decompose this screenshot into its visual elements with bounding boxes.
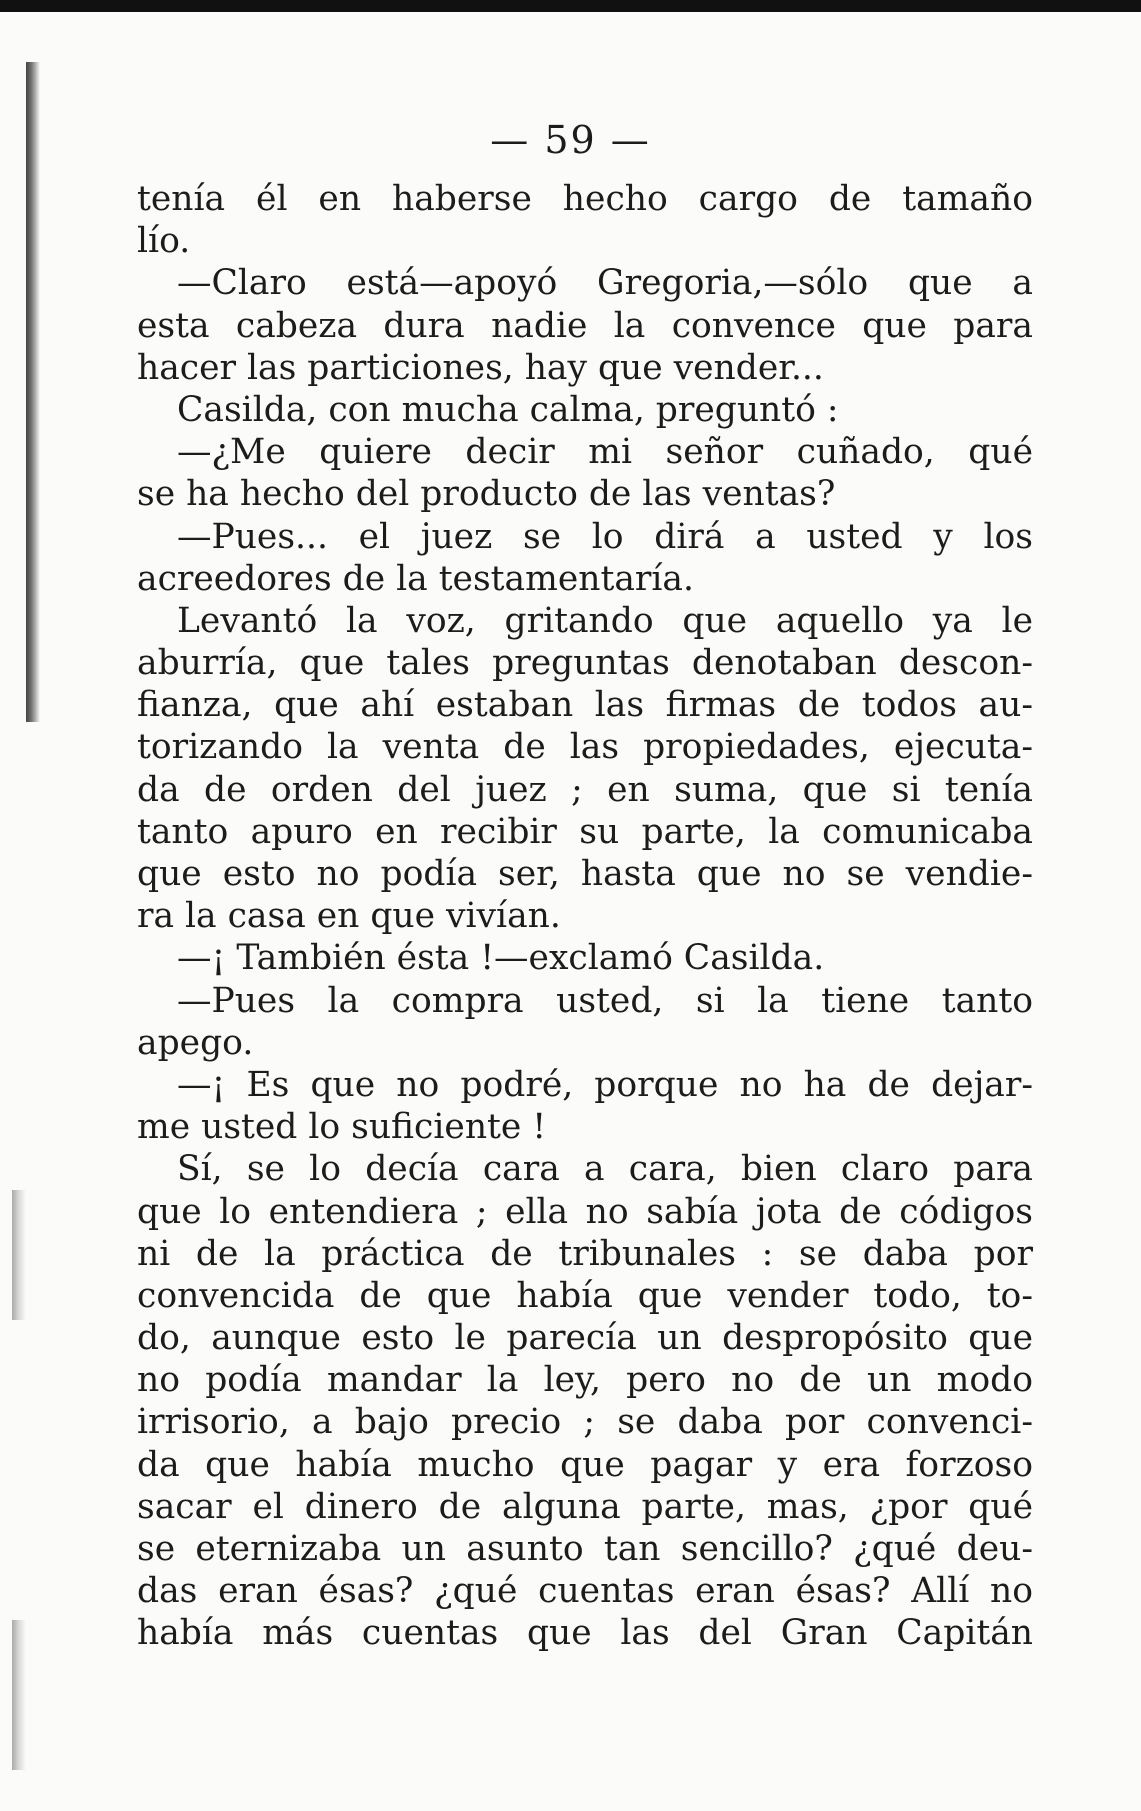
text-line: do, aunque esto le parecía un despropósito que (137, 1318, 1033, 1359)
text-line: —Pues la compra usted, si la tiene tanto (177, 980, 1033, 1021)
text-line: —Pues... el juez se lo dirá a usted y los (177, 516, 1033, 557)
text-line: tenía él en haberse hecho cargo de tamaño (137, 179, 1033, 219)
text-line: tanto apuro en recibir su parte, la comunicaba (137, 811, 1033, 852)
text-line: ra la casa en que vivían. (137, 896, 561, 937)
binding-speck (12, 1620, 26, 1770)
text-line: fianza, que ahí estaban las firmas de todos au- (137, 685, 1033, 726)
text-line: —¡ También ésta !—exclamó Casilda. (177, 938, 825, 979)
top-scan-border (0, 0, 1141, 12)
text-line: que esto no podía ser, hasta que no se vendie- (137, 854, 1033, 894)
text-line: ni de la práctica de tribunales : se daba por (137, 1233, 1033, 1274)
text-line: se eternizaba un asunto tan sencillo? ¿qué deu- (137, 1529, 1033, 1569)
text-line: da de orden del juez ; en suma, que si tenía (137, 769, 1033, 810)
text-line: esta cabeza dura nadie la convence que para (137, 305, 1033, 346)
text-line: —¿Me quiere decir mi señor cuñado, qué (177, 432, 1033, 473)
text-line: das eran ésas? ¿qué cuentas eran ésas? Allí no (137, 1571, 1033, 1612)
text-line: apego. (137, 1022, 254, 1063)
text-line: aburría, que tales preguntas denotaban descon- (137, 643, 1033, 684)
text-line: lío. (137, 221, 191, 262)
text-line: no podía mandar la ley, pero no de un modo (137, 1360, 1033, 1401)
text-line: irrisorio, a bajo precio ; se daba por convenci- (137, 1402, 1033, 1443)
text-line: acreedores de la testamentaría. (137, 558, 694, 599)
text-line: había más cuentas que las del Gran Capitán (137, 1613, 1033, 1654)
text-line: Casilda, con mucha calma, preguntó : (177, 389, 839, 430)
text-line: me usted lo suficiente ! (137, 1107, 547, 1148)
text-line: —Claro está—apoyó Gregoria,—sólo que a (177, 263, 1033, 304)
text-line: Sí, se lo decía cara a cara, bien claro para (177, 1149, 1033, 1190)
text-line: torizando la venta de las propiedades, ejecuta- (137, 727, 1033, 768)
text-line: hacer las particiones, hay que vender... (137, 347, 824, 388)
text-line: da que había mucho que pagar y era forzoso (137, 1444, 1033, 1485)
text-line: sacar el dinero de alguna parte, mas, ¿por qué (137, 1486, 1033, 1527)
text-line: —¡ Es que no podré, porque no ha de dejar- (177, 1064, 1033, 1105)
binding-speck (12, 1190, 26, 1320)
body-text (137, 178, 1033, 1655)
page-number: — 59 — (490, 118, 651, 162)
text-line: convencida de que había que vender todo, to- (137, 1275, 1033, 1316)
text-line: se ha hecho del producto de las ventas? (137, 474, 836, 515)
text-line: Levantó la voz, gritando que aquello ya le (177, 600, 1033, 641)
text-line: que lo entendiera ; ella no sabía jota de códigos (137, 1191, 1033, 1232)
